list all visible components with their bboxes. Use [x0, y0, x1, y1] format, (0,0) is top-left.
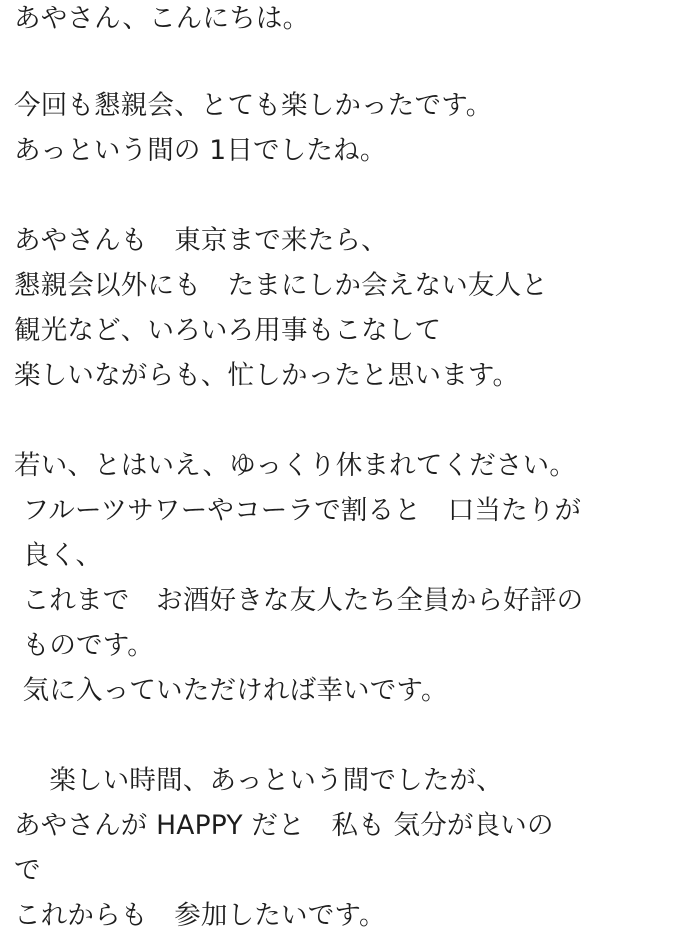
message-line: で: [14, 855, 41, 886]
message-line: あやさん、こんにちは。: [14, 3, 310, 34]
message-line: 良く、: [14, 540, 103, 571]
message-line: 楽しい時間、あっという間でしたが、: [14, 765, 503, 796]
message-line: 今回も懇親会、とても楽しかったです。: [14, 90, 493, 121]
message-line: これまで お酒好きな友人たち全員から好評の: [14, 585, 584, 616]
message-line: 気に入っていただければ幸いです。: [14, 675, 448, 706]
message-line-blank: [14, 713, 682, 758]
message-line-blank: [14, 38, 682, 83]
message-line: ものです。: [14, 630, 155, 661]
message-line: あやさんも 東京まで来たら、: [14, 225, 388, 256]
message-line: フルーツサワーやコーラで割ると 口当たりが: [14, 495, 582, 526]
message-line: 観光など、いろいろ用事もこなして: [14, 315, 442, 346]
message-line: あやさんが HAPPY だと 私も 気分が良いの: [14, 810, 554, 841]
message-line: 楽しいながらも、忙しかったと思います。: [14, 360, 520, 391]
message-line: これからも 参加したいです。: [14, 900, 386, 931]
message-line: 懇親会以外にも たまにしか会えない友人と: [14, 270, 548, 301]
message-line: 若い、とはいえ、ゆっくり休まれてください。: [14, 450, 577, 481]
message-line-blank: [14, 398, 682, 443]
message-line: あっという間の 1日でしたね。: [14, 135, 387, 166]
message-line-blank: [14, 173, 682, 218]
